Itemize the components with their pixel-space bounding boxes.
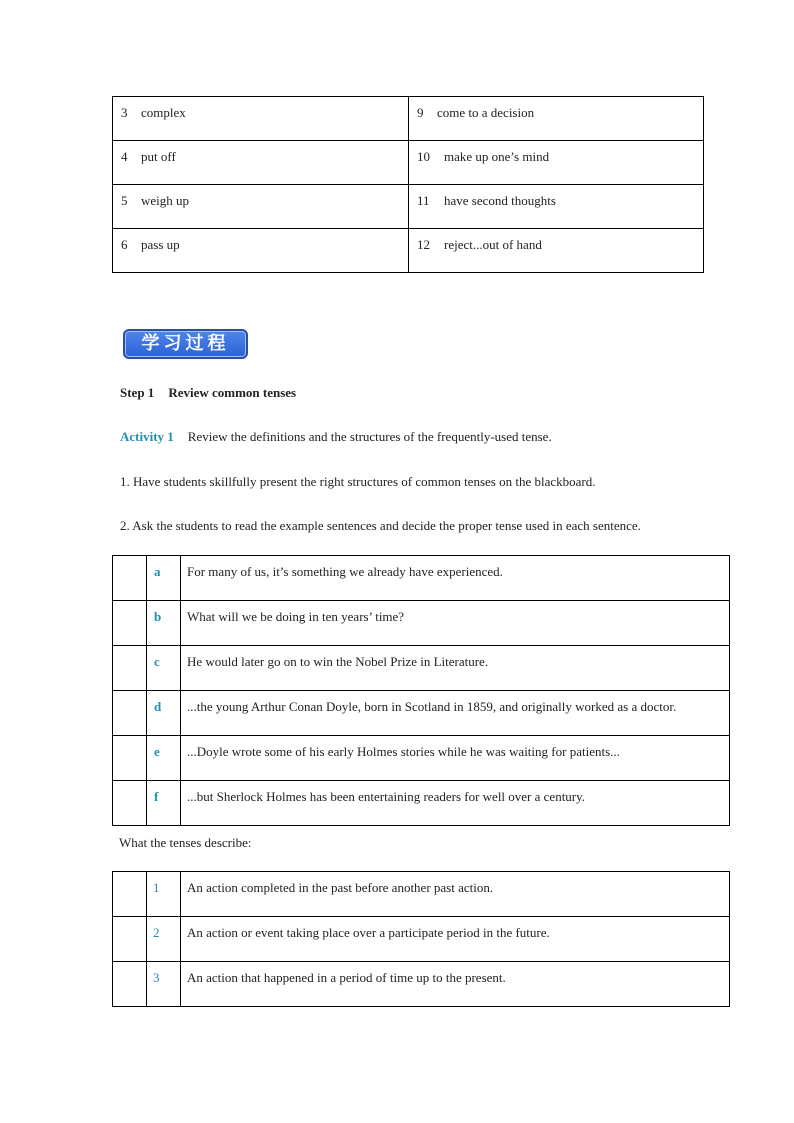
tense-description-label: What the tenses describe: [119,835,252,850]
item-text: pass up [141,237,180,252]
sentences-table [112,555,730,826]
item-text: complex [141,105,186,120]
blank-cell [113,601,147,646]
table-cell [113,229,409,273]
blank-cell [113,872,147,917]
description-text: An action or event taking place over a participate period in the future. [181,917,730,962]
description-text: An action completed in the past before another past action. [181,872,730,917]
item-number: 6 [121,237,128,252]
blank-cell [113,736,147,781]
item-number: 9 [417,105,424,120]
item-text: reject...out of hand [444,237,542,252]
activity-label: Activity 1 [120,429,174,444]
blank-cell [113,917,147,962]
item-number: 3 [121,105,128,120]
table-row [113,691,730,736]
table-cell [409,97,704,141]
step-heading [120,385,296,401]
sentence-text: He would later go on to win the Nobel Prize in Literature. [181,646,730,691]
table-row [113,229,704,273]
sentence-text: ...Doyle wrote some of his early Holmes stories while he was waiting for patients... [181,736,730,781]
item-text: put off [141,149,176,164]
item-text: have second thoughts [444,193,556,208]
table-cell [113,141,409,185]
table-row [113,185,704,229]
blank-cell [113,962,147,1007]
sentence-key: e [147,736,181,781]
table-row [113,97,704,141]
description-key: 1 [147,872,181,917]
sentence-key: f [147,781,181,826]
sentence-text: ...but Sherlock Holmes has been entertaining readers for well over a century. [181,781,730,826]
description-key: 2 [147,917,181,962]
table-cell [113,185,409,229]
section-badge: 学习过程 [123,329,248,359]
sentence-text: ...the young Arthur Conan Doyle, born in Scotland in 1859, and originally worked as a doctor. [181,691,730,736]
sentence-key: c [147,646,181,691]
item-text: make up one’s mind [444,149,550,164]
table-row [113,141,704,185]
step-label: Step 1 [120,385,155,400]
sentence-key: b [147,601,181,646]
sentence-key: d [147,691,181,736]
item-text: weigh up [141,193,190,208]
table-row [113,736,730,781]
item-number: 11 [417,193,430,208]
sentence-text: For many of us, it’s something we already have experienced. [181,556,730,601]
blank-cell [113,781,147,826]
item-number: 10 [417,149,430,164]
vocab-table [112,96,704,273]
table-row [113,917,730,962]
blank-cell [113,646,147,691]
item-text: come to a decision [437,105,535,120]
table-row [113,556,730,601]
item-number: 5 [121,193,128,208]
table-row [113,781,730,826]
activity-text: Review the definitions and the structures of the frequently-used tense. [187,429,552,444]
description-text: An action that happened in a period of time up to the present. [181,962,730,1007]
instruction-1: 1. Have students skillfully present the right structures of common tenses on the blackboard. [120,474,596,489]
sentence-key: a [147,556,181,601]
item-number: 4 [121,149,128,164]
table-cell [409,229,704,273]
sentence-text: What will we be doing in ten years’ time? [181,601,730,646]
blank-cell [113,691,147,736]
blank-cell [113,556,147,601]
description-key: 3 [147,962,181,1007]
activity-line [120,429,552,445]
step-title: Review common tenses [168,385,297,400]
table-row [113,646,730,691]
table-cell [409,141,704,185]
descriptions-table [112,871,730,1007]
table-row [113,872,730,917]
table-cell [409,185,704,229]
table-row [113,962,730,1007]
instruction-2: 2. Ask the students to read the example sentences and decide the proper tense used in each sentence. [120,518,641,533]
table-cell [113,97,409,141]
item-number: 12 [417,237,430,252]
table-row [113,601,730,646]
